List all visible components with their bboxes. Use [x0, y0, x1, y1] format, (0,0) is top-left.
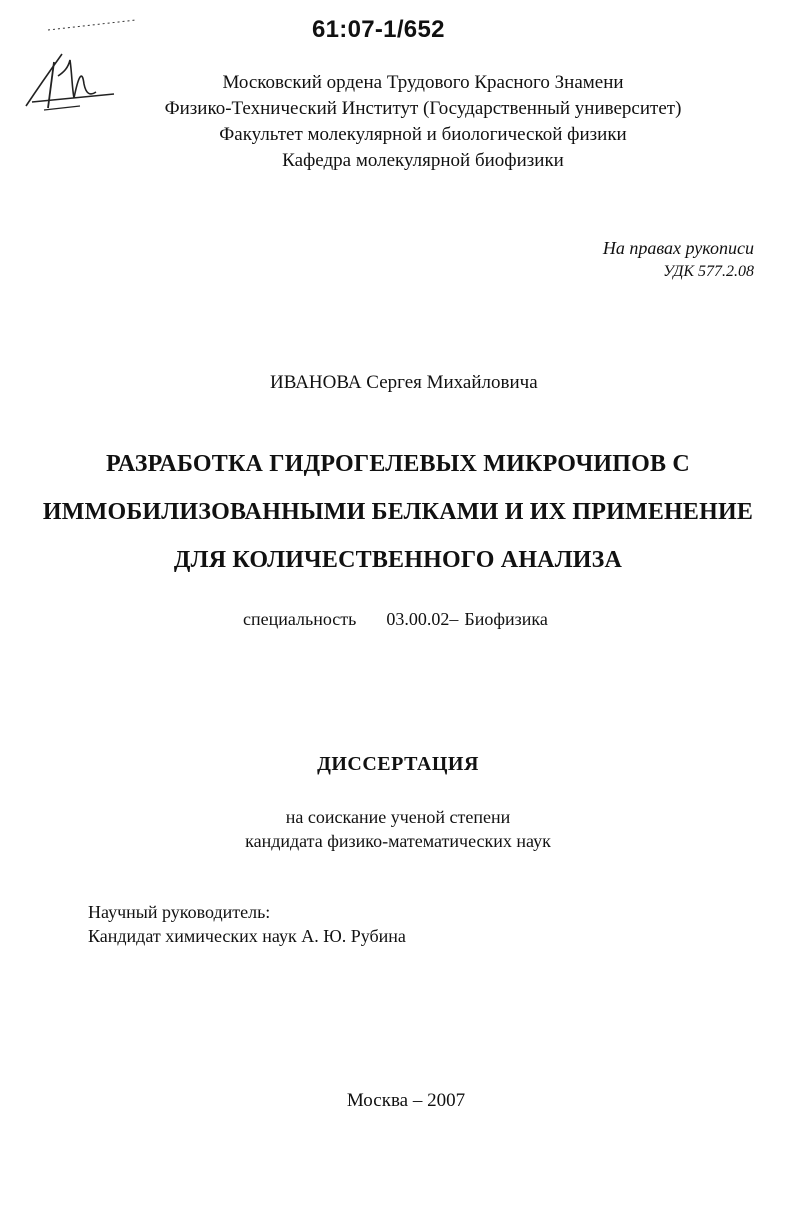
specialty-line: [243, 609, 548, 630]
degree-line-1: на соискание ученой степени: [285, 807, 511, 827]
supervisor-block: [88, 900, 406, 948]
city-year: Москва – 2007: [346, 1090, 466, 1111]
dissertation-title: [0, 440, 796, 584]
document-type: ДИССЕРТАЦИЯ: [317, 753, 479, 775]
manuscript-rights: На правах рукописи: [602, 238, 754, 258]
catalog-number: 61:07-1/652: [312, 16, 445, 43]
institution-line-1: Московский ордена Трудового Красного Знамени: [222, 72, 624, 93]
supervisor-label: Научный руководитель:: [88, 902, 271, 922]
author-name: ИВАНОВА Сергея Михайловича: [270, 372, 538, 393]
degree-line-2: кандидата физико-математических наук: [245, 831, 551, 851]
degree-block: [0, 805, 796, 853]
title-line-1: РАЗРАБОТКА ГИДРОГЕЛЕВЫХ МИКРОЧИПОВ С: [106, 451, 690, 477]
institution-line-3: Факультет молекулярной и биологической физики: [219, 124, 627, 145]
specialty-code: 03.00.02–: [386, 609, 459, 629]
specialty-label: специальность: [243, 609, 357, 629]
title-line-3: ДЛЯ КОЛИЧЕСТВЕННОГО АНАЛИЗА: [173, 547, 623, 573]
udk-code: УДК 577.2.08: [663, 263, 754, 280]
specialty-field: Биофизика: [464, 609, 548, 629]
supervisor-name: Кандидат химических наук А. Ю. Рубина: [88, 926, 406, 946]
title-line-2: ИММОБИЛИЗОВАННЫМИ БЕЛКАМИ И ИХ ПРИМЕНЕНИЕ: [42, 499, 754, 525]
institution-line-4: Кафедра молекулярной биофизики: [282, 150, 564, 171]
institution-block: [0, 70, 796, 174]
institution-line-2: Физико-Технический Институт (Государственный университет): [164, 98, 682, 119]
manuscript-rights-block: [603, 236, 754, 284]
